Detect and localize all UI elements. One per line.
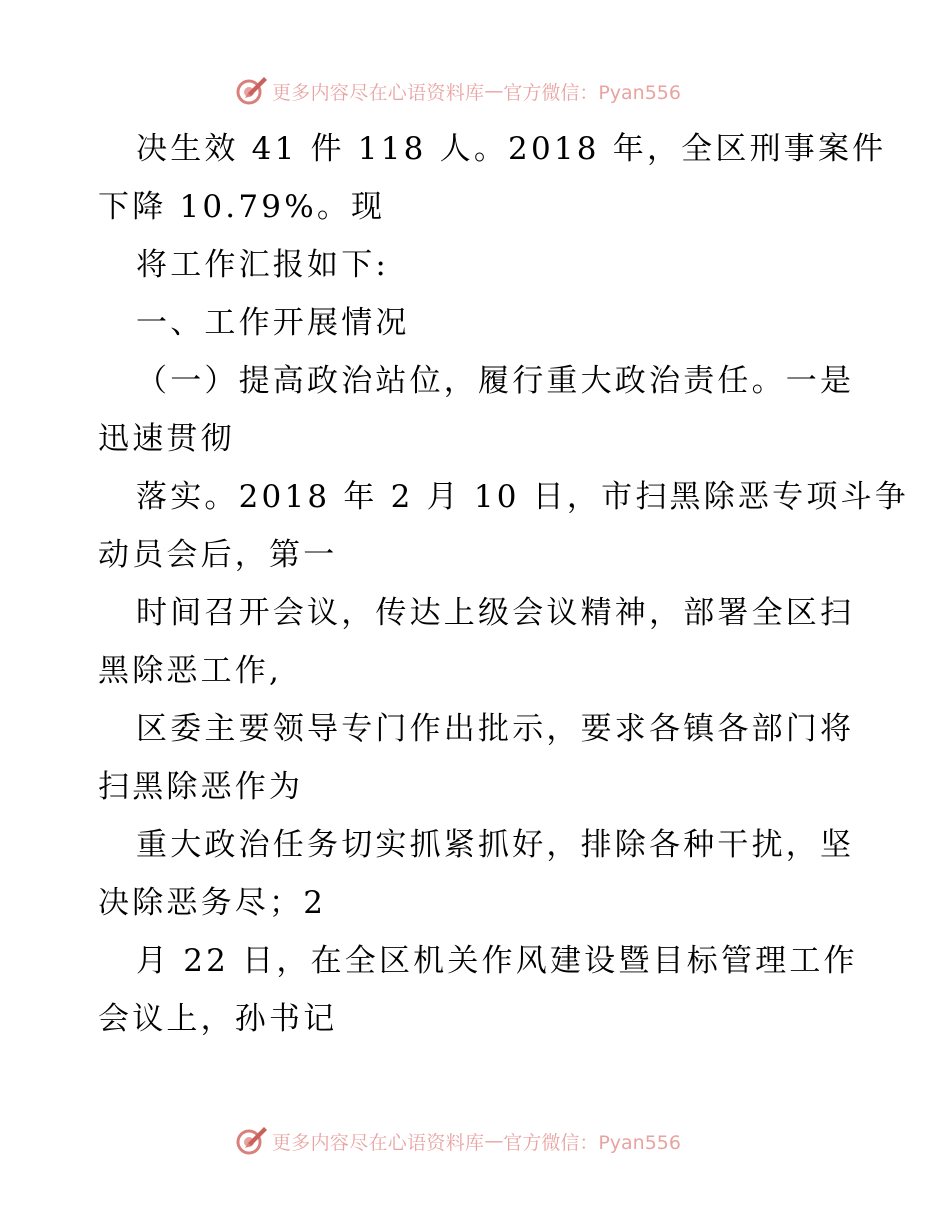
body-line: （一）提高政治站位，履行重大政治责任。一是 xyxy=(136,363,855,399)
body-line: 迅速贯彻 xyxy=(98,421,235,457)
body-line: 将工作汇报如下: xyxy=(136,247,390,283)
body-line: 区委主要领导专门作出批示，要求各镇各部门将 xyxy=(136,711,855,747)
document-body xyxy=(98,120,909,1048)
watermark-text: 更多内容尽在心语资料库 xyxy=(272,1131,485,1154)
section-heading: 一、工作开展情况 xyxy=(136,305,410,341)
pen-logo-icon xyxy=(234,74,268,108)
body-line: 下降 10.79%。现 xyxy=(98,189,386,225)
body-line: 动员会后，第一 xyxy=(98,537,338,573)
watermark-text: 更多内容尽在心语资料库 xyxy=(272,81,485,104)
body-line: 时间召开会议，传达上级会议精神，部署全区扫 xyxy=(136,595,855,631)
header-watermark xyxy=(234,73,681,109)
body-line: 落实。2018 年 2 月 10 日，市扫黑除恶专项斗争 xyxy=(136,479,909,515)
watermark-wechat: 官方微信：Pyan556 xyxy=(503,81,681,104)
watermark-wechat: 官方微信：Pyan556 xyxy=(503,1131,681,1154)
body-line: 黑除恶工作, xyxy=(98,653,283,689)
body-line: 扫黑除恶作为 xyxy=(98,769,304,805)
pen-logo-icon xyxy=(234,1124,268,1158)
body-line: 会议上，孙书记 xyxy=(98,1001,338,1037)
body-line: 月 22 日，在全区机关作风建设暨目标管理工作 xyxy=(136,943,858,979)
body-line: 决除恶务尽；2 xyxy=(98,885,327,921)
body-line: 决生效 41 件 118 人。2018 年，全区刑事案件 xyxy=(136,131,887,167)
watermark-separator: — xyxy=(484,1130,504,1152)
watermark-separator: — xyxy=(484,80,504,102)
body-line: 重大政治任务切实抓紧抓好，排除各种干扰，坚 xyxy=(136,827,855,863)
footer-watermark xyxy=(234,1123,681,1159)
